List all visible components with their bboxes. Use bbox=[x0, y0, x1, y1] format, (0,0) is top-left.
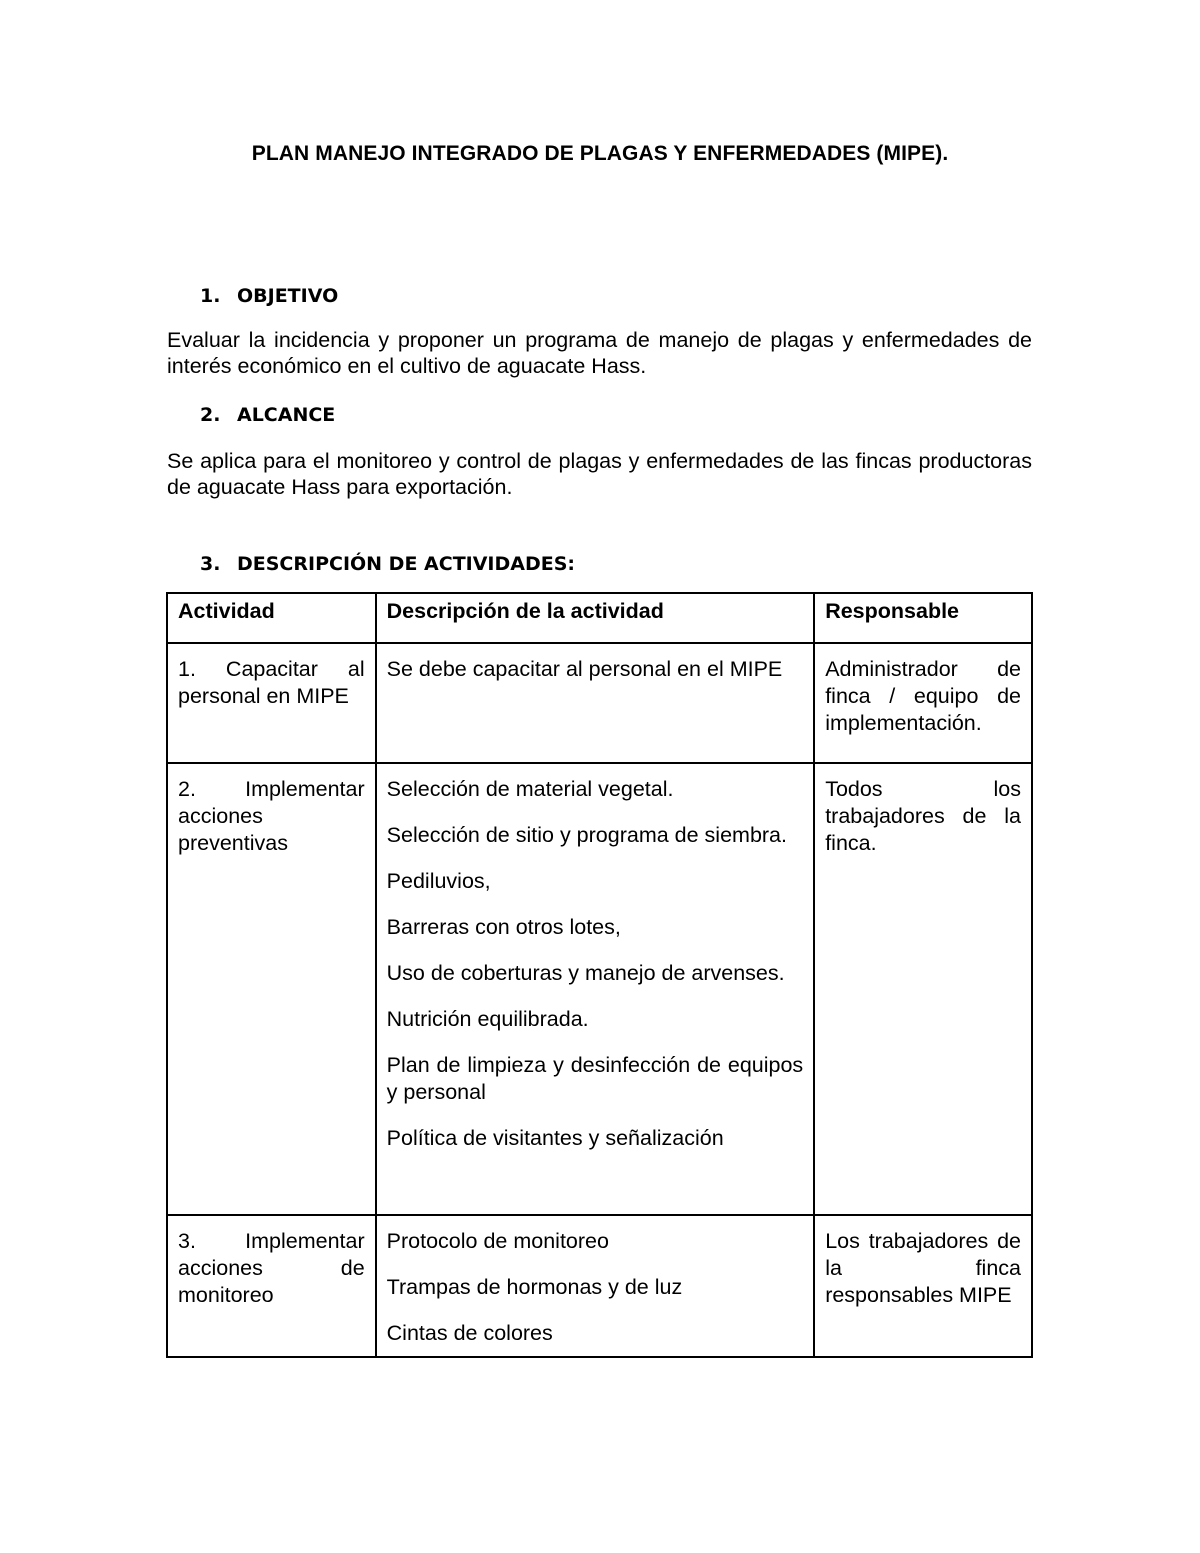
table-row bbox=[167, 1215, 1032, 1357]
description-item: Barreras con otros lotes, bbox=[386, 915, 621, 939]
description-cell bbox=[376, 643, 815, 763]
section-title: ALCANCE bbox=[237, 404, 336, 426]
table-header-row bbox=[167, 593, 1032, 643]
description-item: Política de visitantes y señalización bbox=[386, 1126, 724, 1150]
section-heading-actividades bbox=[200, 553, 575, 575]
description-item: Cintas de colores bbox=[386, 1321, 553, 1345]
description-cell bbox=[376, 763, 815, 1215]
activity-cell: 2. Implementar acciones preventivas bbox=[167, 763, 376, 1215]
header-responsable: Responsable bbox=[814, 593, 1032, 643]
section-number: 1. bbox=[200, 285, 221, 307]
activities-table bbox=[166, 592, 1033, 1358]
activity-cell: 3. Implementar acciones de monitoreo bbox=[167, 1215, 376, 1357]
section-number: 3. bbox=[200, 553, 221, 575]
section-heading-alcance bbox=[200, 404, 335, 426]
scope-paragraph: Se aplica para el monitoreo y control de plagas y enfermedades de las fincas productoras de aguacate Hass para exportación. bbox=[167, 449, 1032, 499]
activity-cell: 1. Capacitar al personal en MIPE bbox=[167, 643, 376, 763]
document-title: PLAN MANEJO INTEGRADO DE PLAGAS Y ENFERMEDADES (MIPE). bbox=[251, 142, 949, 165]
description-item: Nutrición equilibrada. bbox=[386, 1007, 589, 1031]
description-item: Protocolo de monitoreo bbox=[386, 1229, 609, 1253]
description-cell bbox=[376, 1215, 815, 1357]
description-item: Trampas de hormonas y de luz bbox=[386, 1275, 683, 1299]
description-item: Pediluvios, bbox=[386, 869, 491, 893]
description-item: Se debe capacitar al personal en el MIPE bbox=[386, 657, 783, 681]
section-title: DESCRIPCIÓN DE ACTIVIDADES: bbox=[237, 553, 576, 575]
section-number: 2. bbox=[200, 404, 221, 426]
objective-paragraph: Evaluar la incidencia y proponer un programa de manejo de plagas y enfermedades de interés económico en el cultivo de aguacate Hass. bbox=[167, 328, 1032, 378]
description-item: Plan de limpieza y desinfección de equipos y personal bbox=[386, 1053, 804, 1104]
description-item: Uso de coberturas y manejo de arvenses. bbox=[386, 961, 785, 985]
description-item: Selección de material vegetal. bbox=[386, 777, 674, 801]
responsible-cell: Todos los trabajadores de la finca. bbox=[814, 763, 1032, 1215]
table-row bbox=[167, 643, 1032, 763]
header-actividad: Actividad bbox=[167, 593, 376, 643]
section-heading-objetivo bbox=[200, 285, 338, 307]
header-descripcion: Descripción de la actividad bbox=[376, 593, 815, 643]
description-item: Selección de sitio y programa de siembra. bbox=[386, 823, 787, 847]
table-row bbox=[167, 763, 1032, 1215]
section-title: OBJETIVO bbox=[237, 285, 339, 307]
responsible-cell: Administrador de finca / equipo de implementación. bbox=[814, 643, 1032, 763]
responsible-cell: Los trabajadores de la finca responsables MIPE bbox=[814, 1215, 1032, 1357]
